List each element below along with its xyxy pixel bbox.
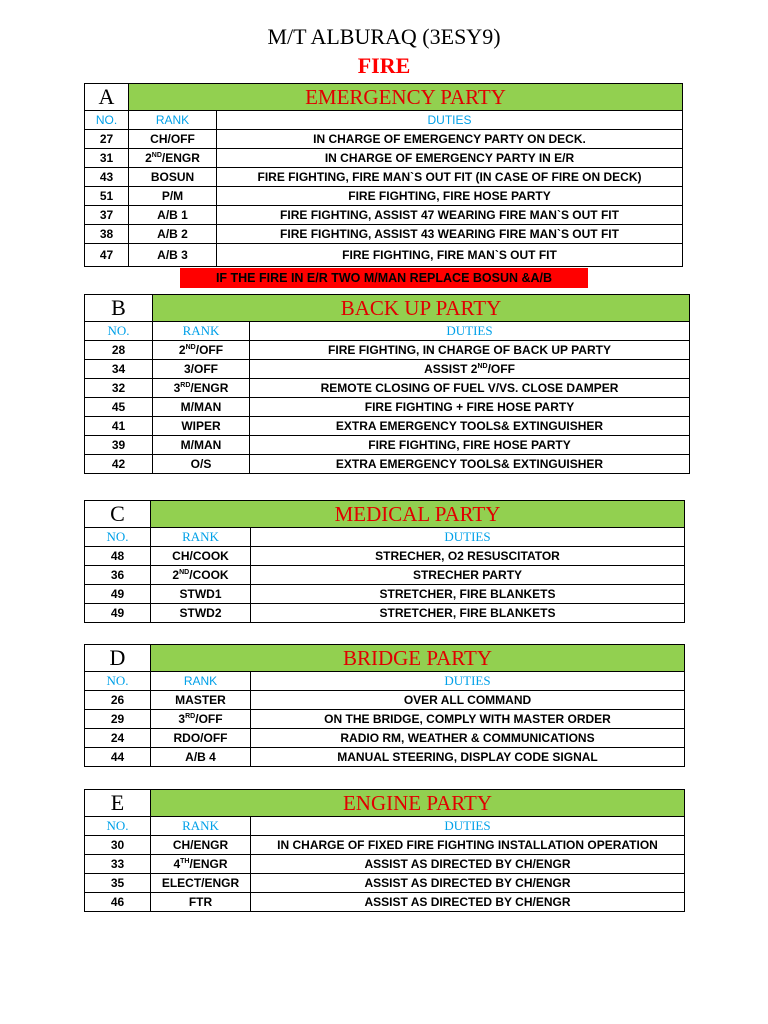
engine-party-table xyxy=(84,789,685,912)
rank-suffix: /ENGR xyxy=(190,381,229,395)
column-header-no: NO. xyxy=(85,528,151,547)
crew-duties: FIRE FIGHTING, FIRE HOSE PARTY xyxy=(217,187,683,206)
crew-rank: ELECT/ENGR xyxy=(151,874,251,893)
crew-duties: OVER ALL COMMAND xyxy=(251,691,685,710)
crew-number: 44 xyxy=(85,748,151,767)
rank-suffix: /ENGR xyxy=(189,857,228,871)
crew-duties: MANUAL STEERING, DISPLAY CODE SIGNAL xyxy=(251,748,685,767)
table-row xyxy=(85,168,683,187)
crew-rank: CH/ENGR xyxy=(151,836,251,855)
table-row xyxy=(85,244,683,267)
column-header-rank: RANK xyxy=(151,528,251,547)
fire-in-er-note: IF THE FIRE IN E/R TWO M/MAN REPLACE BOSUN &A/B xyxy=(180,268,588,288)
rank-suffix: /COOK xyxy=(189,568,229,582)
crew-number: 30 xyxy=(85,836,151,855)
crew-number: 34 xyxy=(85,360,153,379)
party-letter: D xyxy=(85,645,151,672)
medical-party-table xyxy=(84,500,685,623)
rank-prefix: 2 xyxy=(172,568,180,582)
crew-number: 27 xyxy=(85,130,129,149)
column-header-duties: DUTIES xyxy=(217,111,683,130)
crew-duties: IN CHARGE OF EMERGENCY PARTY IN E/R xyxy=(217,149,683,168)
party-title: EMERGENCY PARTY xyxy=(129,84,683,111)
column-header-rank: RANK xyxy=(129,111,217,130)
table-row xyxy=(85,547,685,566)
crew-number: 41 xyxy=(85,417,153,436)
document-title: M/T ALBURAQ (3ESY9) xyxy=(267,24,501,49)
rank-ordinal: RD xyxy=(185,713,196,720)
table-row xyxy=(85,691,685,710)
party-letter: C xyxy=(85,501,151,528)
table-row xyxy=(85,836,685,855)
crew-duties: FIRE FIGHTING, ASSIST 43 WEARING FIRE MAN`S OUT FIT xyxy=(217,225,683,244)
crew-duties: RADIO RM, WEATHER & COMMUNICATIONS xyxy=(251,729,685,748)
column-header-no: NO. xyxy=(85,672,151,691)
crew-duties: FIRE FIGHTING, FIRE HOSE PARTY xyxy=(250,436,690,455)
crew-rank: A/B 2 xyxy=(129,225,217,244)
crew-rank: M/MAN xyxy=(153,436,250,455)
crew-rank xyxy=(151,855,251,874)
table-row xyxy=(85,130,683,149)
crew-rank: STWD1 xyxy=(151,585,251,604)
table-row xyxy=(85,455,690,474)
crew-duties: IN CHARGE OF FIXED FIRE FIGHTING INSTALLATION OPERATION xyxy=(251,836,685,855)
crew-number: 49 xyxy=(85,585,151,604)
crew-number: 35 xyxy=(85,874,151,893)
party-title: BACK UP PARTY xyxy=(153,295,690,322)
crew-duties: EXTRA EMERGENCY TOOLS& EXTINGUISHER xyxy=(250,455,690,474)
table-row xyxy=(85,855,685,874)
party-title: ENGINE PARTY xyxy=(151,790,685,817)
column-header-duties: DUTIES xyxy=(251,672,685,691)
party-title: BRIDGE PARTY xyxy=(151,645,685,672)
crew-duties: ASSIST AS DIRECTED BY CH/ENGR xyxy=(251,874,685,893)
crew-rank: O/S xyxy=(153,455,250,474)
crew-rank: BOSUN xyxy=(129,168,217,187)
table-row xyxy=(85,604,685,623)
column-header-duties: DUTIES xyxy=(251,528,685,547)
rank-prefix: 4 xyxy=(173,857,181,871)
crew-duties: STRECHER, O2 RESUSCITATOR xyxy=(251,547,685,566)
crew-rank: A/B 1 xyxy=(129,206,217,225)
rank-prefix: 2 xyxy=(178,343,186,357)
table-row xyxy=(85,398,690,417)
crew-duties: REMOTE CLOSING OF FUEL V/VS. CLOSE DAMPER xyxy=(250,379,690,398)
party-title: MEDICAL PARTY xyxy=(151,501,685,528)
crew-number: 38 xyxy=(85,225,129,244)
bridge-party-table xyxy=(84,644,685,767)
crew-number: 42 xyxy=(85,455,153,474)
table-row xyxy=(85,360,690,379)
rank-suffix: /ENGR xyxy=(161,151,200,165)
crew-number: 43 xyxy=(85,168,129,187)
document-subtitle: FIRE xyxy=(357,53,411,78)
column-header-no: NO. xyxy=(85,111,129,130)
crew-number: 51 xyxy=(85,187,129,206)
crew-number: 24 xyxy=(85,729,151,748)
table-row xyxy=(85,149,683,168)
table-row xyxy=(85,187,683,206)
crew-duties: ON THE BRIDGE, COMPLY WITH MASTER ORDER xyxy=(251,710,685,729)
crew-duties: ASSIST AS DIRECTED BY CH/ENGR xyxy=(251,855,685,874)
crew-duties: FIRE FIGHTING + FIRE HOSE PARTY xyxy=(250,398,690,417)
crew-rank: A/B 3 xyxy=(129,244,217,267)
crew-number: 33 xyxy=(85,855,151,874)
crew-number: 31 xyxy=(85,149,129,168)
rank-ordinal: RD xyxy=(180,382,191,389)
crew-number: 29 xyxy=(85,710,151,729)
column-header-duties: DUTIES xyxy=(250,322,690,341)
table-row xyxy=(85,225,683,244)
crew-number: 45 xyxy=(85,398,153,417)
crew-duties: STRETCHER, FIRE BLANKETS xyxy=(251,604,685,623)
crew-duties: FIRE FIGHTING, IN CHARGE OF BACK UP PARTY xyxy=(250,341,690,360)
crew-duties: FIRE FIGHTING, ASSIST 47 WEARING FIRE MAN`S OUT FIT xyxy=(217,206,683,225)
column-header-no: NO. xyxy=(85,322,153,341)
rank-ordinal: ND xyxy=(151,152,162,159)
duties-ordinal: ND xyxy=(477,363,488,370)
emergency-party-table xyxy=(84,83,683,267)
rank-suffix: /OFF xyxy=(195,343,224,357)
crew-number: 46 xyxy=(85,893,151,912)
table-row xyxy=(85,436,690,455)
crew-number: 36 xyxy=(85,566,151,585)
crew-rank xyxy=(153,379,250,398)
crew-number: 48 xyxy=(85,547,151,566)
table-row xyxy=(85,585,685,604)
column-header-rank: RANK xyxy=(151,672,251,691)
table-row xyxy=(85,729,685,748)
rank-ordinal: TH xyxy=(180,858,190,865)
crew-duties: ASSIST AS DIRECTED BY CH/ENGR xyxy=(251,893,685,912)
table-row xyxy=(85,206,683,225)
crew-duties: EXTRA EMERGENCY TOOLS& EXTINGUISHER xyxy=(250,417,690,436)
table-row xyxy=(85,893,685,912)
crew-rank: MASTER xyxy=(151,691,251,710)
crew-duties xyxy=(250,360,690,379)
table-row xyxy=(85,566,685,585)
party-letter: A xyxy=(85,84,129,111)
party-letter: E xyxy=(85,790,151,817)
crew-duties: FIRE FIGHTING, FIRE MAN`S OUT FIT xyxy=(217,244,683,267)
back-up-party-table xyxy=(84,294,690,474)
crew-number: 28 xyxy=(85,341,153,360)
crew-duties: FIRE FIGHTING, FIRE MAN`S OUT FIT (IN CASE OF FIRE ON DECK) xyxy=(217,168,683,187)
crew-rank: RDO/OFF xyxy=(151,729,251,748)
crew-number: 49 xyxy=(85,604,151,623)
crew-number: 47 xyxy=(85,244,129,267)
party-letter: B xyxy=(85,295,153,322)
table-row xyxy=(85,379,690,398)
column-header-rank: RANK xyxy=(153,322,250,341)
table-row xyxy=(85,748,685,767)
crew-rank xyxy=(153,341,250,360)
duties-prefix: ASSIST 2 xyxy=(424,362,478,376)
crew-number: 32 xyxy=(85,379,153,398)
crew-number: 39 xyxy=(85,436,153,455)
duties-suffix: /OFF xyxy=(487,362,515,376)
rank-prefix: 3 xyxy=(178,712,186,726)
column-header-no: NO. xyxy=(85,817,151,836)
rank-prefix: 3 xyxy=(173,381,181,395)
crew-rank xyxy=(151,710,251,729)
crew-rank: FTR xyxy=(151,893,251,912)
crew-rank: CH/OFF xyxy=(129,130,217,149)
crew-rank: STWD2 xyxy=(151,604,251,623)
crew-number: 37 xyxy=(85,206,129,225)
crew-duties: STRETCHER, FIRE BLANKETS xyxy=(251,585,685,604)
crew-rank: A/B 4 xyxy=(151,748,251,767)
table-row xyxy=(85,874,685,893)
table-row xyxy=(85,417,690,436)
rank-prefix: 2 xyxy=(145,151,152,165)
crew-duties: STRECHER PARTY xyxy=(251,566,685,585)
crew-rank: CH/COOK xyxy=(151,547,251,566)
rank-ordinal: ND xyxy=(179,569,190,576)
crew-duties: IN CHARGE OF EMERGENCY PARTY ON DECK. xyxy=(217,130,683,149)
crew-rank: 3/OFF xyxy=(153,360,250,379)
column-header-rank: RANK xyxy=(151,817,251,836)
crew-rank: WIPER xyxy=(153,417,250,436)
table-row xyxy=(85,341,690,360)
rank-suffix: /OFF xyxy=(195,712,223,726)
table-row xyxy=(85,710,685,729)
crew-number: 26 xyxy=(85,691,151,710)
crew-rank xyxy=(129,149,217,168)
crew-rank: P/M xyxy=(129,187,217,206)
crew-rank: M/MAN xyxy=(153,398,250,417)
crew-rank xyxy=(151,566,251,585)
column-header-duties: DUTIES xyxy=(251,817,685,836)
rank-ordinal: ND xyxy=(185,344,196,351)
